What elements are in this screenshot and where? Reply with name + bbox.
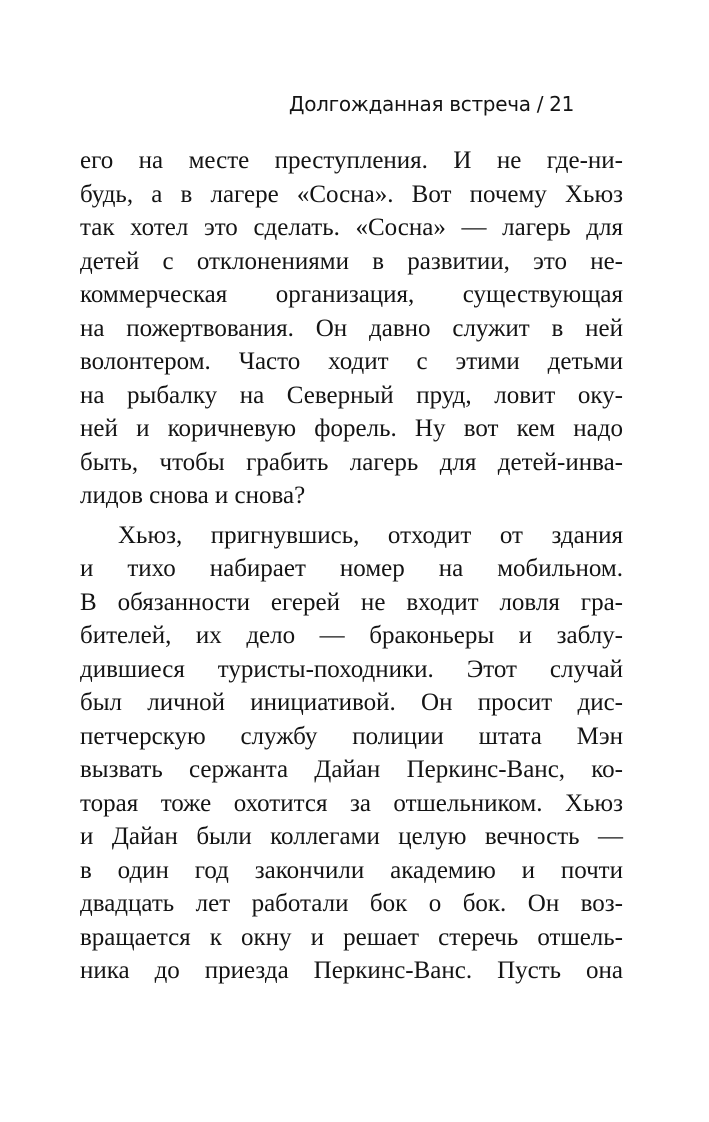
text-line: Хьюз, пригнувшись, отходит от здания [118,521,623,549]
text-line: детей с отклонениями в развитии, это не- [80,247,623,275]
text-line: коммерческая организация, существующая [80,281,623,308]
text-line: дившиеся туристы-походники. Этот случай [80,655,623,683]
text-line: В обязанности егерей не входит ловля гра- [80,588,623,616]
text-line: будь, а в лагере «Сосна». Вот почему Хьюз [80,180,623,208]
text-line: торая тоже охотится за отшельником. Хьюз [80,789,623,817]
text-line: двадцать лет работали бок о бок. Он воз- [80,890,623,917]
text-line: в один год закончили академию и почти [80,856,623,884]
header-separator: / [536,92,544,116]
text-line: на пожертвования. Он давно служит в ней [80,314,623,342]
text-line: так хотел это сделать. «Сосна» — лагерь для [80,214,623,241]
text-line: бителей, их дело — браконьеры и заблу- [80,622,623,649]
paragraph [80,144,623,513]
text-line: его на месте преступления. И не где-ни- [80,147,623,174]
text-line: лидов снова и снова? [80,482,306,509]
running-header [289,92,574,116]
text-line: волонтером. Часто ходит с этими детьми [80,348,623,375]
chapter-title: Долгожданная встреча [288,92,531,116]
text-line: и тихо набирает номер на мобильном. [80,555,623,582]
text-line: ней и коричневую форель. Ну вот кем надо [80,415,623,442]
paragraph [80,519,623,988]
text-line: на рыбалку на Северный пруд, ловит оку- [80,381,623,409]
text-line: был личной инициативой. Он просит дис- [80,689,623,716]
text-line: быть, чтобы грабить лагерь для детей-инва- [80,448,623,476]
text-line: вызвать сержанта Дайан Перкинс-Ванс, ко- [80,756,623,783]
page-number: 21 [549,92,574,116]
text-line: петчерскую службу полиции штата Мэн [80,722,623,750]
text-line: ника до приезда Перкинс-Ванс. Пусть она [80,957,623,984]
text-line: вращается к окну и решает стеречь отшель- [80,923,623,951]
body-text [80,144,623,988]
text-line: и Дайан были коллегами целую вечность — [80,823,623,850]
